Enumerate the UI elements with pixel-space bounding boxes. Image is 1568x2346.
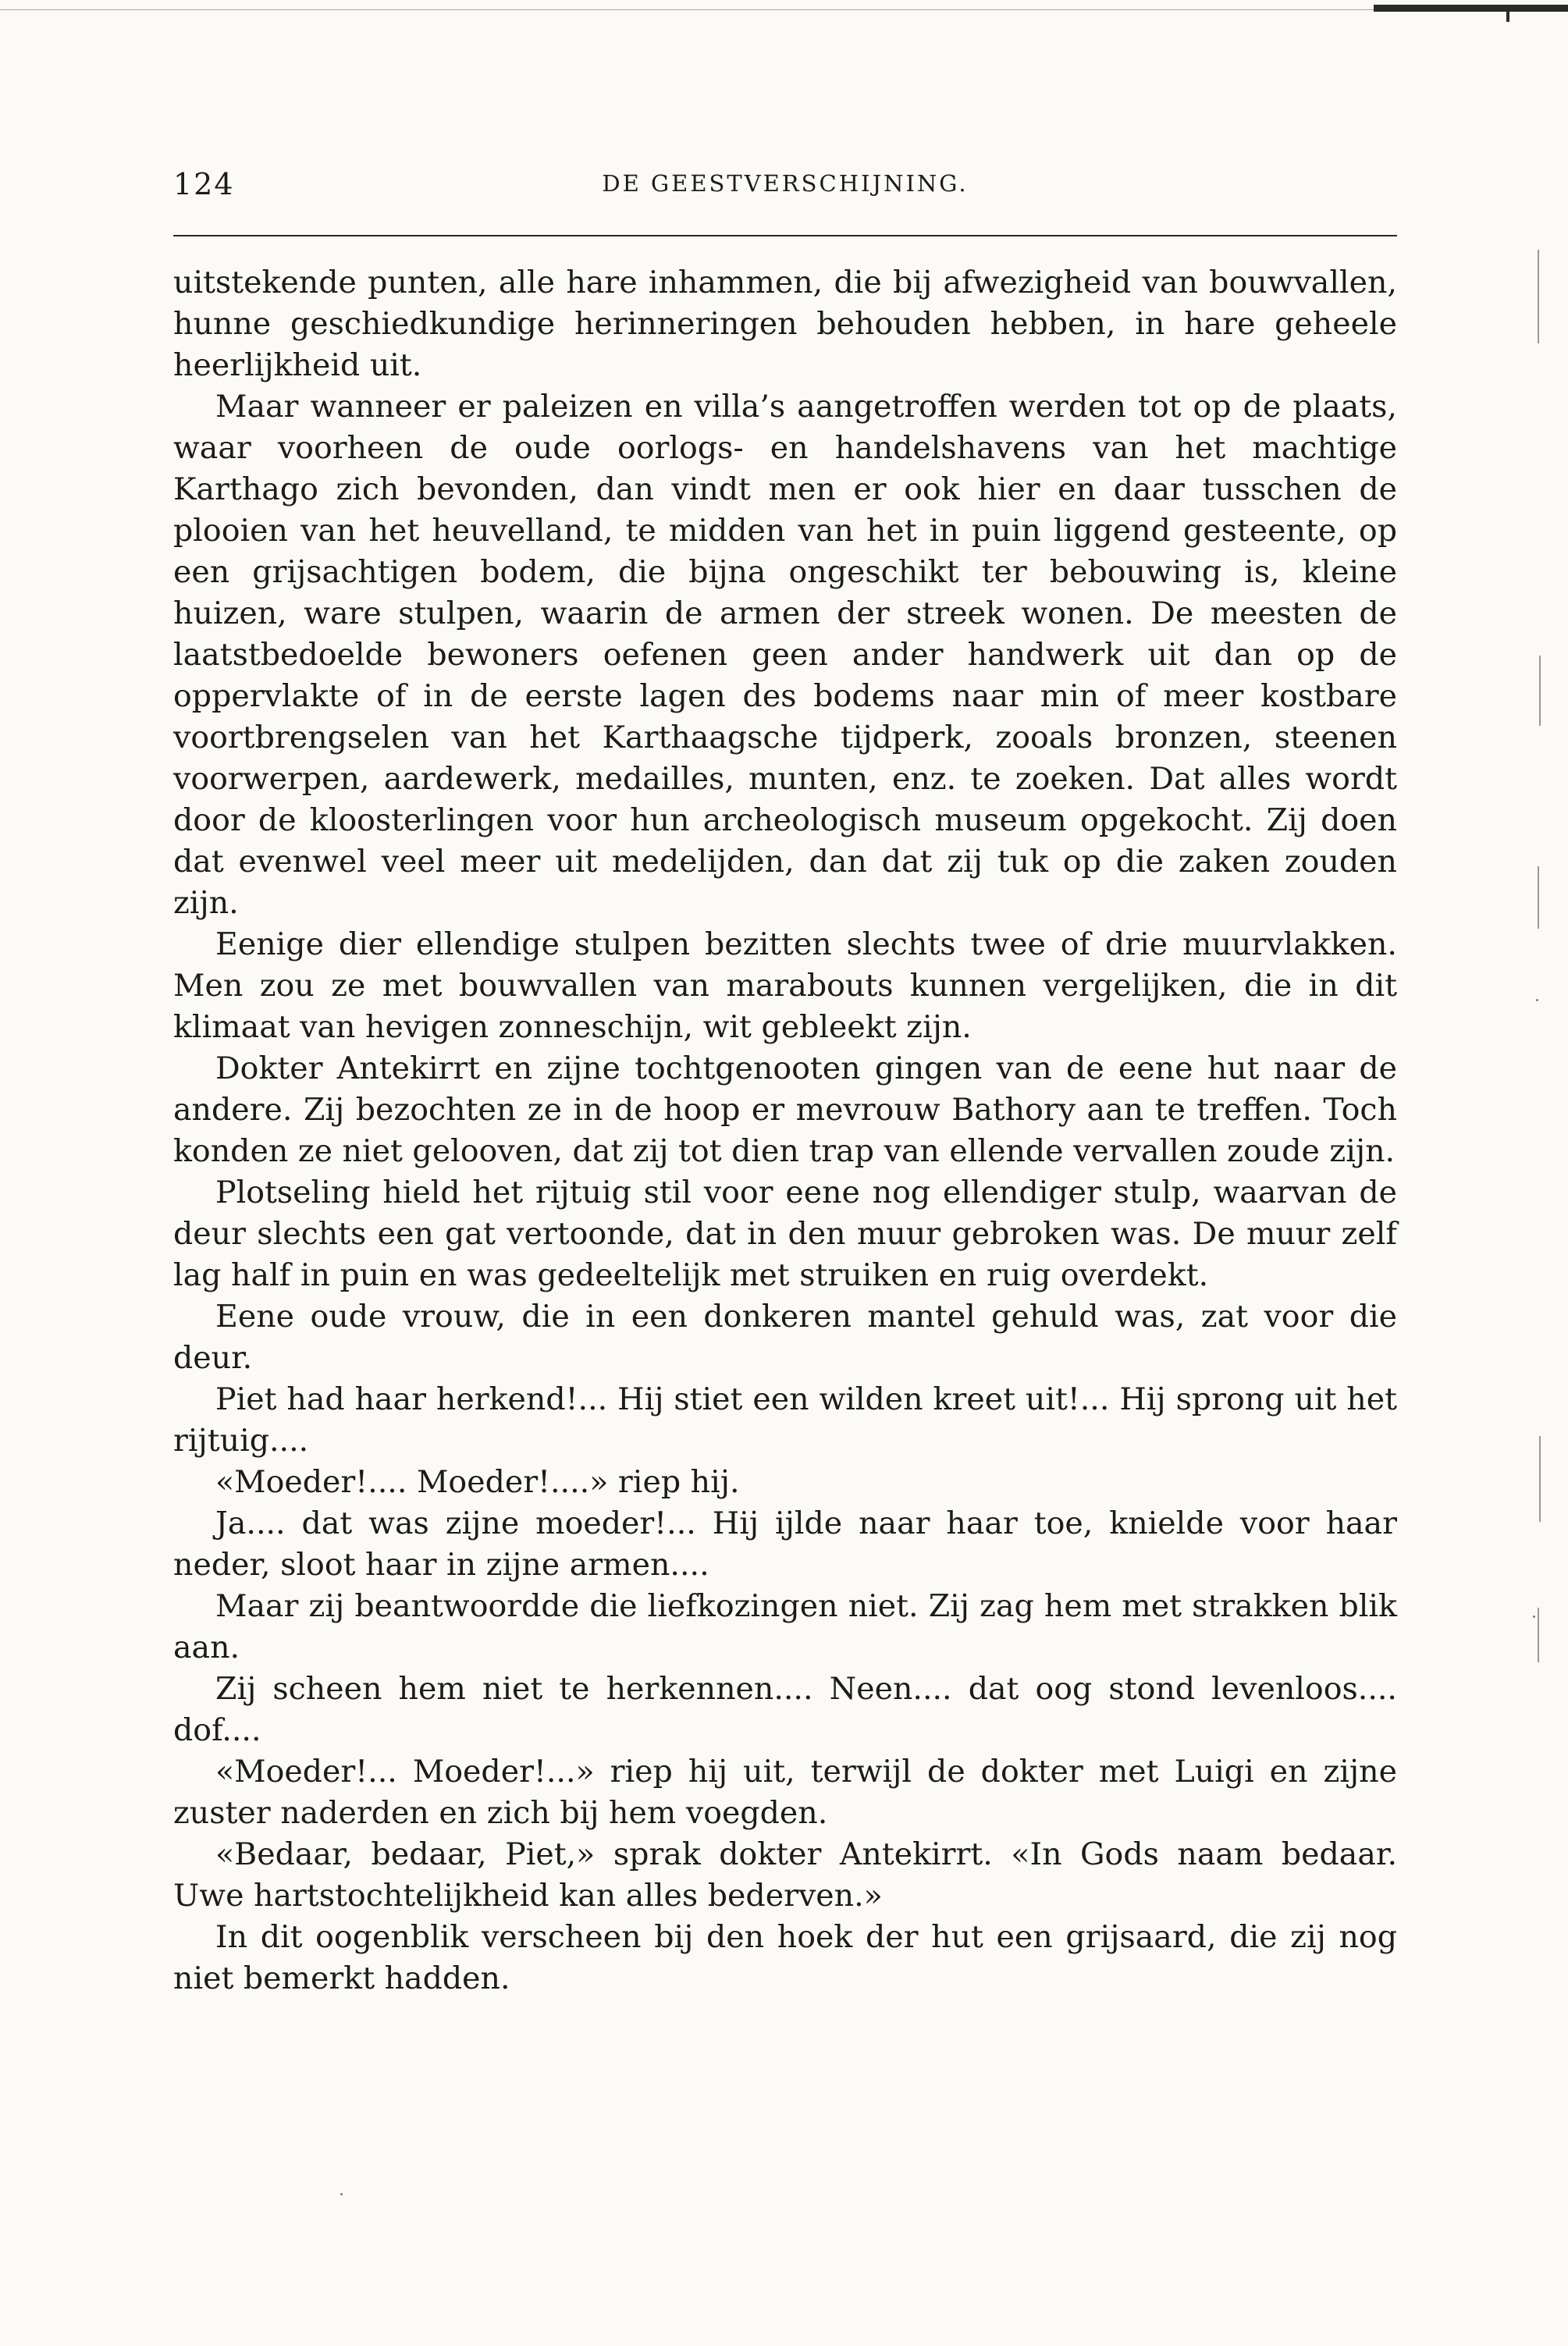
- paragraph: «Moeder!... Moeder!...» riep hij uit, terwijl de dokter met Luigi en zijne zuster naderden en zich bij hem voegden.: [173, 1754, 1397, 1831]
- paragraph: Ja.... dat was zijne moeder!... Hij ijlde naar haar toe, knielde voor haar neder, sloot haar in zijne armen....: [173, 1505, 1397, 1583]
- page-header: [173, 167, 1397, 211]
- paragraph: Dokter Antekirrt en zijne tochtgenooten gingen van de eene hut naar de andere. Zij bezochten ze in de hoop er mevrouw Bathory aan te treffen. Toch konden ze niet gelooven, dat zij tot dien trap van ellende vervallen zoude zijn.: [173, 1050, 1397, 1169]
- paragraph: Eenige dier ellendige stulpen bezitten slechts twee of drie muurvlakken. Men zou ze met bouwvallen van marabouts kunnen vergelijken, die in dit klimaat van hevigen zonneschijn, wit gebleekt zijn.: [173, 926, 1397, 1045]
- paragraph: In dit oogenblik verscheen bij den hoek der hut een grijsaard, die zij nog niet bemerkt hadden.: [173, 1919, 1397, 1996]
- body-text: [173, 262, 1397, 1999]
- paragraph: «Bedaar, bedaar, Piet,» sprak dokter Antekirrt. «In Gods naam bedaar. Uwe hartstochtelijkheid kan alles bederven.»: [173, 1836, 1397, 1914]
- scan-margin-marks: [1530, 219, 1561, 2092]
- page-number: 124: [173, 167, 235, 201]
- scan-edge: [0, 5, 1568, 16]
- paragraph: Maar wanneer er paleizen en villa’s aangetroffen werden tot op de plaats, waar voorheen de oude oorlogs- en handelshavens van het machtige Karthago zich bevonden, dan vindt men er ook hier en daar tusschen de plooien van het heuvelland, te midden van het in puin liggend gesteente, op een grijsachtigen bodem, die bijna ongeschikt ter bebouwing is, kleine huizen, ware stulpen, waarin de armen der streek wonen. De meesten de laatstbedoelde bewoners oefenen geen ander handwerk uit dan op de oppervlakte of in de eerste lagen des bodems naar min of meer kostbare voortbrengselen van het Karthaagsche tijdperk, zooals bronzen, steenen voorwerpen, aardewerk, medailles, munten, enz. te zoeken. Dat alles wordt door de kloosterlingen voor hun archeologisch museum opgekocht. Zij doen dat evenwel veel meer uit medelijden, dan dat zij tuk op die zaken zouden zijn.: [173, 389, 1397, 921]
- running-title: DE GEESTVERSCHIJNING.: [602, 170, 969, 197]
- paragraph: Maar zij beantwoordde die liefkozingen niet. Zij zag hem met strakken blik aan.: [173, 1588, 1397, 1665]
- header-rule: [173, 235, 1397, 236]
- paragraph: uitstekende punten, alle hare inhammen, die bij afwezigheid van bouwvallen, hunne geschiedkundige herinneringen behouden hebben, in hare geheele heerlijkheid uit.: [173, 265, 1397, 383]
- paragraph: «Moeder!.... Moeder!....» riep hij.: [215, 1464, 740, 1500]
- paragraph: Plotseling hield het rijtuig stil voor eene nog ellendiger stulp, waarvan de deur slechts een gat vertoonde, dat in den muur gebroken was. De muur zelf lag half in puin en was gedeeltelijk met struiken en ruig overdekt.: [173, 1175, 1397, 1293]
- paragraph: Eene oude vrouw, die in een donkeren mantel gehuld was, zat voor die deur.: [173, 1299, 1397, 1376]
- scan-speck: [340, 2193, 343, 2195]
- paragraph: Zij scheen hem niet te herkennen.... Neen.... dat oog stond levenloos.... dof....: [173, 1671, 1397, 1748]
- paragraph: Piet had haar herkend!... Hij stiet een wilden kreet uit!... Hij sprong uit het rijtuig....: [173, 1381, 1397, 1459]
